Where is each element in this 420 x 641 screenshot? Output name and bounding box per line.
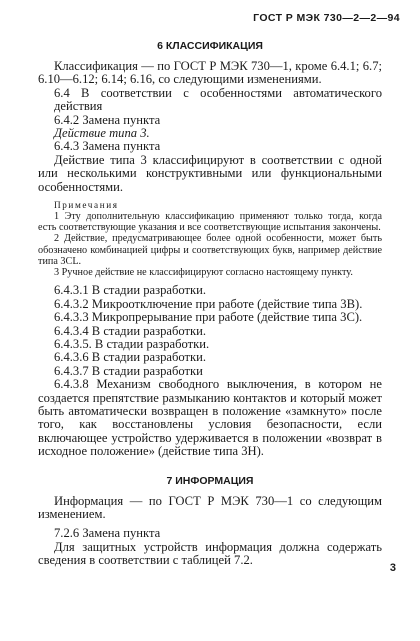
clause-6-4-3-4: 6.4.3.4 В стадии разработки.: [54, 323, 206, 338]
note-3: 3 Ручное действие не классифицируют согласно настоящему пункту.: [54, 267, 353, 279]
clause-6-4-3-text: Действие типа 3 классифицируют в соответствии с одной или несколькими конструктивными или функциональными особенностями.: [38, 152, 382, 194]
section-6-heading: 6 КЛАССИФИКАЦИЯ: [157, 40, 263, 52]
clause-6-4: 6.4 В соответствии с особенностями автоматического действия: [54, 85, 382, 114]
section-6-intro: Классификация — по ГОСТ Р МЭК 730—1, кроме 6.4.1; 6.7; 6.10—6.12; 6.14; 6.16, со следующими изменениями.: [38, 59, 382, 87]
clause-6-4-2: 6.4.2 Замена пункта: [54, 112, 161, 127]
section-7-heading: 7 ИНФОРМАЦИЯ: [166, 474, 254, 487]
clause-7-2-6-text: Для защитных устройств информация должна содержать сведения в соответствии с таблицей 7.2.: [38, 539, 382, 568]
notes-title: Примечания: [54, 200, 119, 211]
page-number: 3: [389, 562, 396, 574]
clause-6-4-3-1: 6.4.3.1 В стадии разработки.: [54, 283, 206, 298]
clause-6-4-3-6: 6.4.3.6 В стадии разработки.: [54, 350, 206, 365]
clause-6-4-3-5: 6.4.3.5. В стадии разработки.: [54, 336, 210, 351]
clause-6-4-2-text: Действие типа 3.: [54, 126, 150, 141]
clause-6-4-3: 6.4.3 Замена пункта: [54, 139, 161, 154]
clause-6-4-3-2: 6.4.3.2 Микроотключение при работе (действие типа 3В).: [54, 296, 363, 311]
clause-7-2-6: 7.2.6 Замена пункта: [54, 526, 161, 541]
clause-6-4-3-3: 6.4.3.3 Микропрерывание при работе (действие типа 3С).: [54, 310, 363, 325]
standard-header: ГОСТ Р МЭК 730—2—2—94: [253, 12, 400, 24]
page-content: [38, 40, 382, 568]
clause-6-4-3-8: 6.4.3.8 Механизм свободного выключения, в котором не создается препятствие размыканию контактов и который может быть автоматически возвращен в положение «замкнуто» после того, как восстановлены условия безопасности, если включающее устройство удерживается в положении «возврат в исходное положение» (действие типа 3Н).: [38, 377, 382, 459]
clause-6-4-3-7: 6.4.3.7 В стадии разработки: [54, 363, 203, 378]
note-1: 1 Эту дополнительную классификацию применяют только тогда, когда есть соответствующие указания и все соответствующие испытания закончены.: [38, 211, 382, 234]
note-2: 2 Действие, предусматривающее более одной особенности, может быть обозначено комбинацией цифры и соответствующих букв, например действие типа 3CL.: [38, 233, 382, 267]
section-7-intro: Информация — по ГОСТ Р МЭК 730—1 со следующим изменением.: [38, 493, 382, 521]
